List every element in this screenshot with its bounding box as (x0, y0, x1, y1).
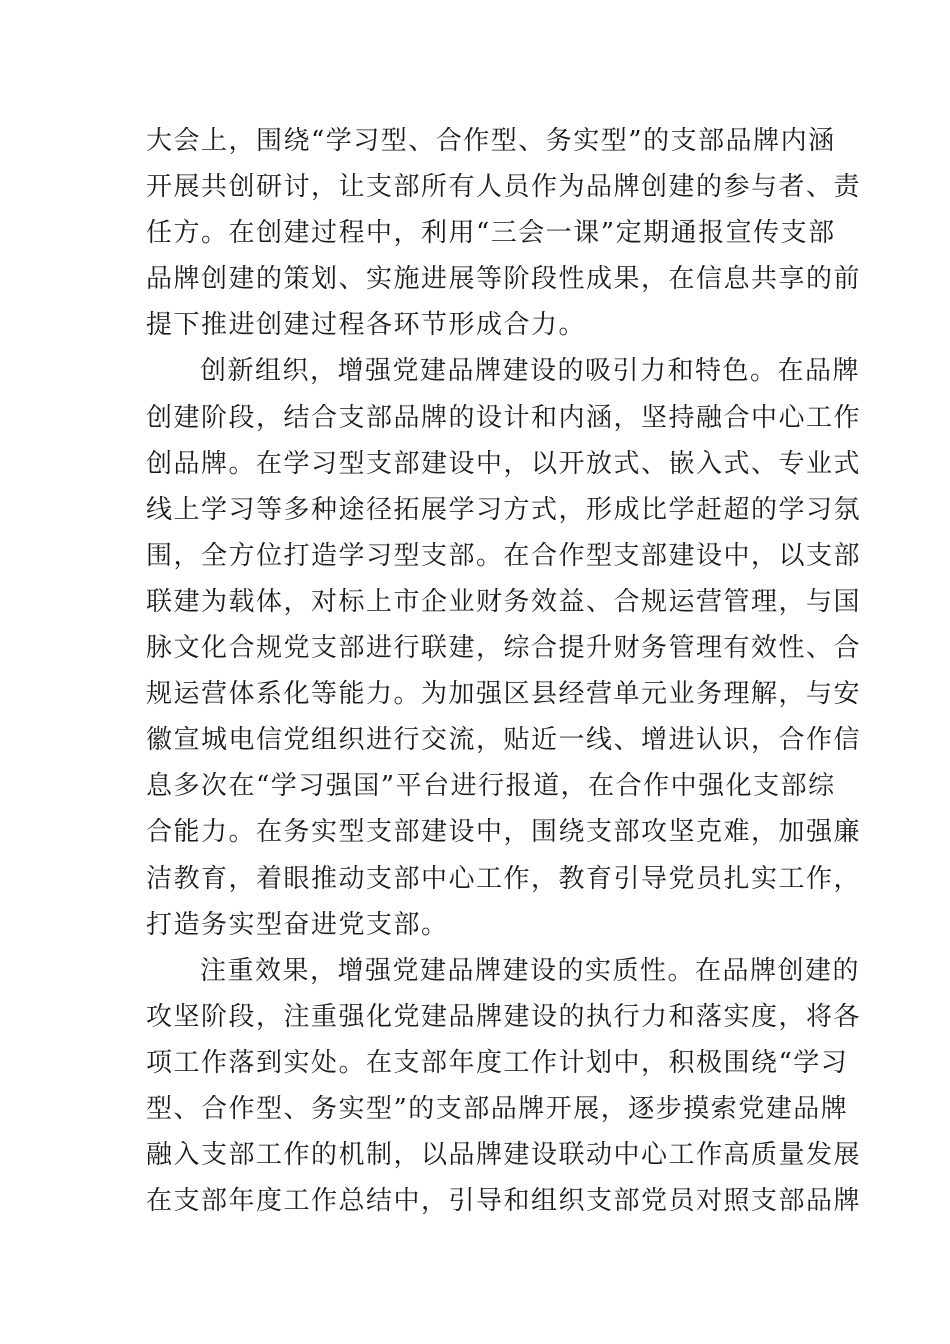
text-line: 围，全方位打造学习型支部。在合作型支部建设中，以支部 (146, 540, 862, 571)
paragraph-3 (146, 948, 862, 1225)
document-body (146, 118, 862, 1224)
text-line: 线上学习等多种途径拓展学习方式，形成比学赶超的学习氛 (146, 494, 862, 525)
text-line: 品牌创建的策划、实施进展等阶段性成果，在信息共享的前 (146, 264, 862, 295)
text-line: 注重效果，增强党建品牌建设的实质性。在品牌创建的 (200, 955, 861, 986)
text-line: 型、合作型、务实型”的支部品牌开展，逐步摸索党建品牌 (146, 1093, 849, 1124)
text-line: 规运营体系化等能力。为加强区县经营单元业务理解，与安 (146, 679, 862, 710)
text-line: 创品牌。在学习型支部建设中，以开放式、嵌入式、专业式 (146, 448, 862, 479)
text-line: 大会上，围绕“学习型、合作型、务实型”的支部品牌内涵 (146, 126, 836, 156)
text-line: 提下推进创建过程各环节形成合力。 (146, 310, 587, 341)
text-line: 合能力。在务实型支部建设中，围绕支部攻坚克难，加强廉 (146, 817, 862, 848)
text-line: 息多次在“学习强国”平台进行报道，在合作中强化支部综 (146, 771, 836, 802)
text-line: 创建阶段，结合支部品牌的设计和内涵，坚持融合中心工作 (146, 402, 862, 433)
text-line: 项工作落到实处。在支部年度工作计划中，积极围绕“学习 (146, 1047, 849, 1078)
text-line: 联建为载体，对标上市企业财务效益、合规运营管理，与国 (146, 586, 862, 617)
paragraph-1 (146, 118, 862, 348)
text-line: 攻坚阶段，注重强化党建品牌建设的执行力和落实度，将各 (146, 1001, 862, 1032)
text-line: 开展共创研讨，让支部所有人员作为品牌创建的参与者、责 (146, 172, 862, 203)
paragraph-2 (146, 348, 862, 947)
text-line: 创新组织，增强党建品牌建设的吸引力和特色。在品牌 (200, 356, 861, 387)
text-line: 任方。在创建过程中，利用“三会一课”定期通报宣传支部 (146, 218, 836, 249)
text-line: 融入支部工作的机制，以品牌建设联动中心工作高质量发展 (146, 1140, 862, 1171)
text-line: 徽宣城电信党组织进行交流，贴近一线、增进认识，合作信 (146, 725, 862, 756)
text-line: 洁教育，着眼推动支部中心工作，教育引导党员扎实工作， (146, 863, 862, 894)
text-line: 打造务实型奋进党支部。 (146, 909, 449, 940)
text-line: 脉文化合规党支部进行联建，综合提升财务管理有效性、合 (146, 633, 862, 664)
text-line: 在支部年度工作总结中，引导和组织支部党员对照支部品牌 (146, 1186, 862, 1217)
